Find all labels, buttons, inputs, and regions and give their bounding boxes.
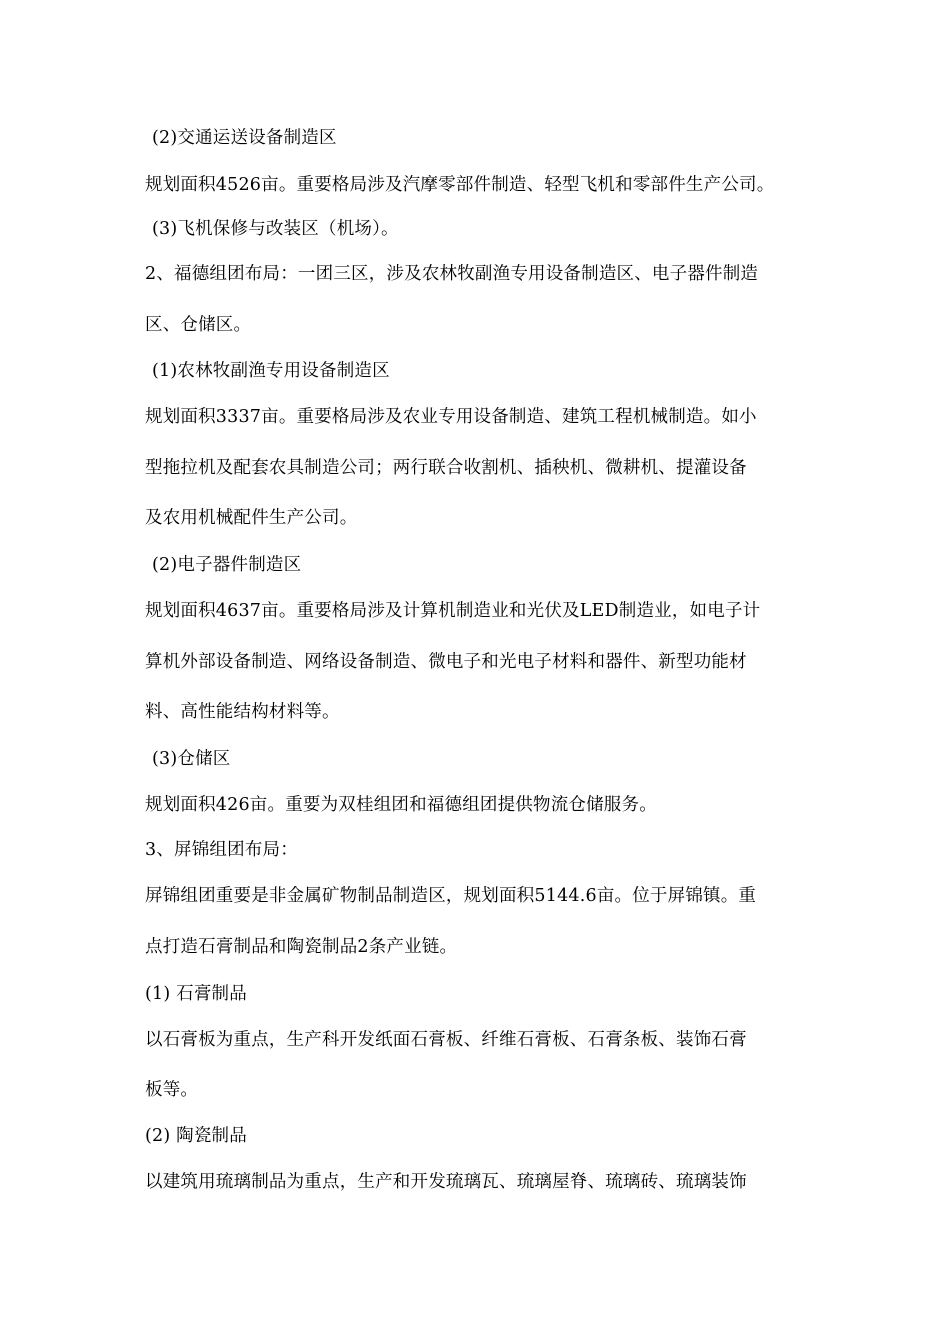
- paragraph-line: 规划面积4637亩。重要格局涉及计算机制造业和光伏及LED制造业，如电子计: [145, 601, 761, 621]
- paragraph-line: 算机外部设备制造、网络设备制造、微电子和光电子材料和器件、新型功能材: [145, 652, 747, 672]
- subheading-transport-equipment: (2)交通运送设备制造区: [152, 128, 337, 148]
- subheading-gypsum: (1) 石膏制品: [145, 984, 247, 1004]
- paragraph-line: 点打造石膏制品和陶瓷制品2条产业链。: [145, 937, 458, 957]
- paragraph-line: 屏锦组团重要是非金属矿物制品制造区，规划面积5144.6亩。位于屏锦镇。重: [145, 886, 757, 906]
- heading-pingjin-layout: 3、屏锦组团布局：: [145, 840, 298, 860]
- paragraph-line: 规划面积426亩。重要为双桂组团和福德组团提供物流仓储服务。: [145, 795, 657, 815]
- subheading-storage: (3)仓储区: [152, 749, 231, 769]
- paragraph-line: 料、高性能结构材料等。: [145, 702, 340, 722]
- subheading-ceramics: (2) 陶瓷制品: [145, 1126, 247, 1146]
- subheading-aircraft-maintenance: (3)飞机保修与改装区（机场）。: [152, 219, 399, 239]
- paragraph-line: 以建筑用琉璃制品为重点，生产和开发琉璃瓦、琉璃屋脊、琉璃砖、琉璃装饰: [145, 1172, 747, 1192]
- subheading-agri-equipment: (1)农林牧副渔专用设备制造区: [152, 361, 390, 381]
- paragraph-line: 区、仓储区。: [145, 315, 252, 335]
- paragraph-line: 型拖拉机及配套农具制造公司；两行联合收割机、插秧机、微耕机、提灌设备: [145, 458, 747, 478]
- paragraph-line: 规划面积4526亩。重要格局涉及汽摩零部件制造、轻型飞机和零部件生产公司。: [145, 175, 775, 195]
- paragraph-line: 规划面积3337亩。重要格局涉及农业专用设备制造、建筑工程机械制造。如小: [145, 407, 757, 427]
- heading-fude-layout: 2、福德组团布局：一团三区，涉及农林牧副渔专用设备制造区、电子器件制造: [145, 264, 759, 284]
- paragraph-line: 以石膏板为重点，生产科开发纸面石膏板、纤维石膏板、石膏条板、装饰石膏: [145, 1030, 747, 1050]
- paragraph-line: 及农用机械配件生产公司。: [145, 508, 358, 528]
- paragraph-line: 板等。: [145, 1080, 199, 1100]
- subheading-electronics: (2)电子器件制造区: [152, 555, 302, 575]
